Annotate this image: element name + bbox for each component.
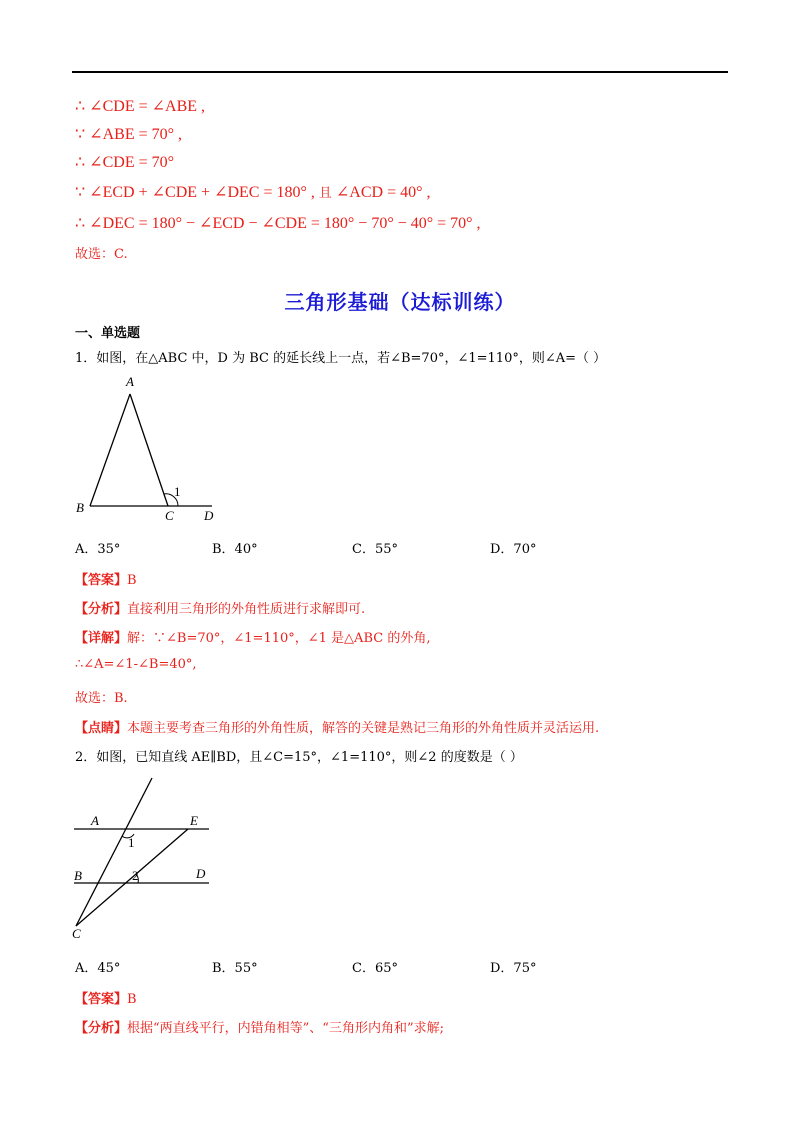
q2-answer-tag: 【答案】 xyxy=(75,992,128,1007)
q1-detail-tag: 【详解】 xyxy=(75,631,128,646)
solution-line-3: ∴ ∠CDE = 70° xyxy=(75,154,175,171)
q1-option-c: C．55° xyxy=(352,542,398,557)
solution-line-4-b: 且 xyxy=(318,185,332,200)
q2-answer-value: B xyxy=(127,992,137,1007)
solution-choose: 故选：C. xyxy=(75,247,128,262)
q2-analysis-text: 根据“两直线平行，内错角相等”、“三角形内角和”求解; xyxy=(127,1021,444,1036)
q2-option-b: B．55° xyxy=(212,961,258,976)
q1-analysis-tag: 【分析】 xyxy=(75,602,128,617)
q2-option-c: C．65° xyxy=(352,961,398,976)
solution-line-4 xyxy=(75,184,431,202)
q1-label-1: 1 xyxy=(174,484,181,499)
q2-option-d: D．75° xyxy=(490,961,537,976)
q2-analysis-tag: 【分析】 xyxy=(75,1021,128,1036)
q1-choose: 故选：B. xyxy=(75,691,128,706)
q1-option-d: D．70° xyxy=(490,542,537,557)
q1-answer-tag: 【答案】 xyxy=(75,573,128,588)
q1-option-a: A．35° xyxy=(75,542,121,557)
q1-analysis-text: 直接利用三角形的外角性质进行求解即可. xyxy=(127,602,366,617)
solution-line-2: ∵ ∠ABE = 70° , xyxy=(75,126,183,143)
page-title: 三角形基础（达标训练） xyxy=(284,290,516,314)
q2-stem: 2．如图，已知直线 AE∥BD，且∠C=15°，∠1=110°，则∠2 的度数是（ ） xyxy=(75,750,523,765)
q1-stem: 1．如图，在△ABC 中，D 为 BC 的延长线上一点，若∠B=70°，∠1=110°，则∠A=（ ） xyxy=(75,351,607,366)
q1-label-c: C xyxy=(165,508,174,523)
q2-figure xyxy=(66,776,226,941)
q1-figure xyxy=(70,372,230,527)
q1-answer xyxy=(75,569,137,588)
q1-detail-2: ∴∠A=∠1-∠B=40°, xyxy=(75,657,197,672)
solution-line-1: ∴ ∠CDE = ∠ABE , xyxy=(75,98,206,115)
q2-label-2: 2 xyxy=(132,868,139,883)
q2-answer xyxy=(75,988,137,1007)
q2-line-ca xyxy=(76,778,152,926)
q1-analysis xyxy=(75,598,365,617)
q1-detail-text: 解：∵∠B=70°，∠1=110°，∠1 是△ABC 的外角, xyxy=(127,631,431,646)
q1-answer-value: B xyxy=(127,573,137,588)
q1-label-d: D xyxy=(204,508,214,523)
q2-label-c: C xyxy=(72,926,81,941)
solution-line-5: ∴ ∠DEC = 180° − ∠ECD − ∠CDE = 180° − 70° − 40° = 70° , xyxy=(75,215,481,232)
q1-line-ac xyxy=(130,394,168,506)
q1-detail xyxy=(75,627,430,646)
q2-label-a: A xyxy=(91,813,99,828)
q2-analysis xyxy=(75,1017,444,1036)
header-rule xyxy=(72,71,728,73)
q1-label-b: B xyxy=(76,500,84,515)
q2-option-a: A．45° xyxy=(75,961,121,976)
solution-line-4-a: ∵ ∠ECD + ∠CDE + ∠DEC = 180° , xyxy=(75,184,315,201)
q2-label-1: 1 xyxy=(128,835,135,850)
section-heading: 一、单选题 xyxy=(75,326,141,341)
q1-comment xyxy=(75,717,599,736)
q1-comment-text: 本题主要考查三角形的外角性质，解答的关键是熟记三角形的外角性质并灵活运用. xyxy=(127,721,600,736)
q2-label-e: E xyxy=(190,813,198,828)
q1-comment-tag: 【点睛】 xyxy=(75,721,128,736)
q1-label-a: A xyxy=(126,374,134,389)
q1-option-b: B．40° xyxy=(212,542,258,557)
q2-label-d: D xyxy=(196,866,206,881)
solution-line-4-c: ∠ACD = 40° , xyxy=(335,184,431,201)
q1-line-ab xyxy=(90,394,130,506)
q2-label-b: B xyxy=(74,868,82,883)
